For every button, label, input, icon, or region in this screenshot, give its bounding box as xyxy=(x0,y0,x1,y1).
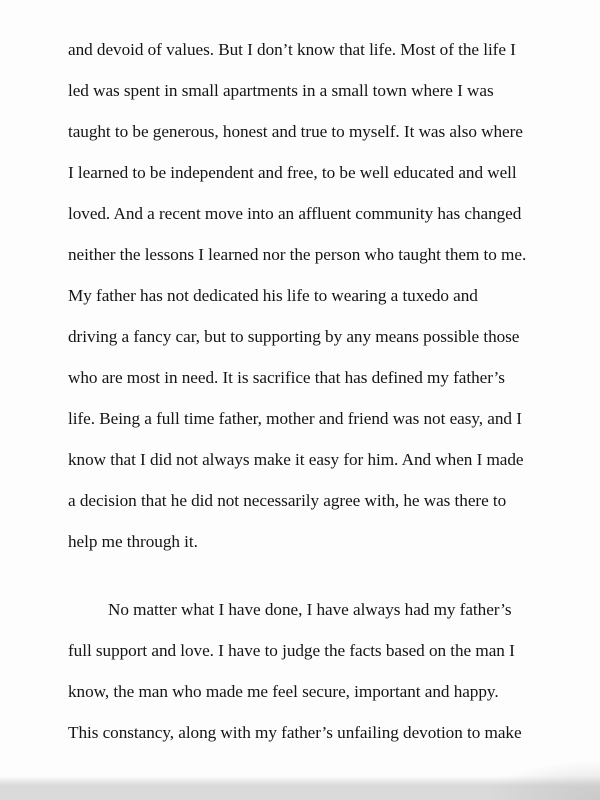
text-line: led was spent in small apartments in a small town where I was xyxy=(68,81,494,100)
text-line: neither the lessons I learned nor the person who taught them to me. xyxy=(68,245,527,264)
text-line: I learned to be independent and free, to be well educated and well xyxy=(68,163,517,182)
text-line: life. Being a full time father, mother and friend was not easy, and I xyxy=(68,409,522,428)
text-line: taught to be generous, honest and true to myself. It was also where xyxy=(68,122,523,141)
text-line: who are most in need. It is sacrifice that has defined my father’s xyxy=(68,368,505,387)
text-line: loved. And a recent move into an affluent community has changed xyxy=(68,204,522,223)
text-line: a decision that he did not necessarily agree with, he was there to xyxy=(68,491,507,510)
text-line: know, the man who made me feel secure, important and happy. xyxy=(68,682,499,701)
text-line: No matter what I have done, I have always had my father’s xyxy=(108,600,512,619)
text-line: My father has not dedicated his life to wearing a tuxedo and xyxy=(68,286,478,305)
text-line: full support and love. I have to judge the facts based on the man I xyxy=(68,641,515,660)
text-line: help me through it. xyxy=(68,532,198,551)
text-line: driving a fancy car, but to supporting by any means possible those xyxy=(68,327,520,346)
text-line: This constancy, along with my father’s unfailing devotion to make xyxy=(68,723,522,742)
text-line: and devoid of values. But I don’t know that life. Most of the life I xyxy=(68,40,516,59)
text-line: know that I did not always make it easy for him. And when I made xyxy=(68,450,524,469)
scan-shadow-corner xyxy=(480,760,600,800)
